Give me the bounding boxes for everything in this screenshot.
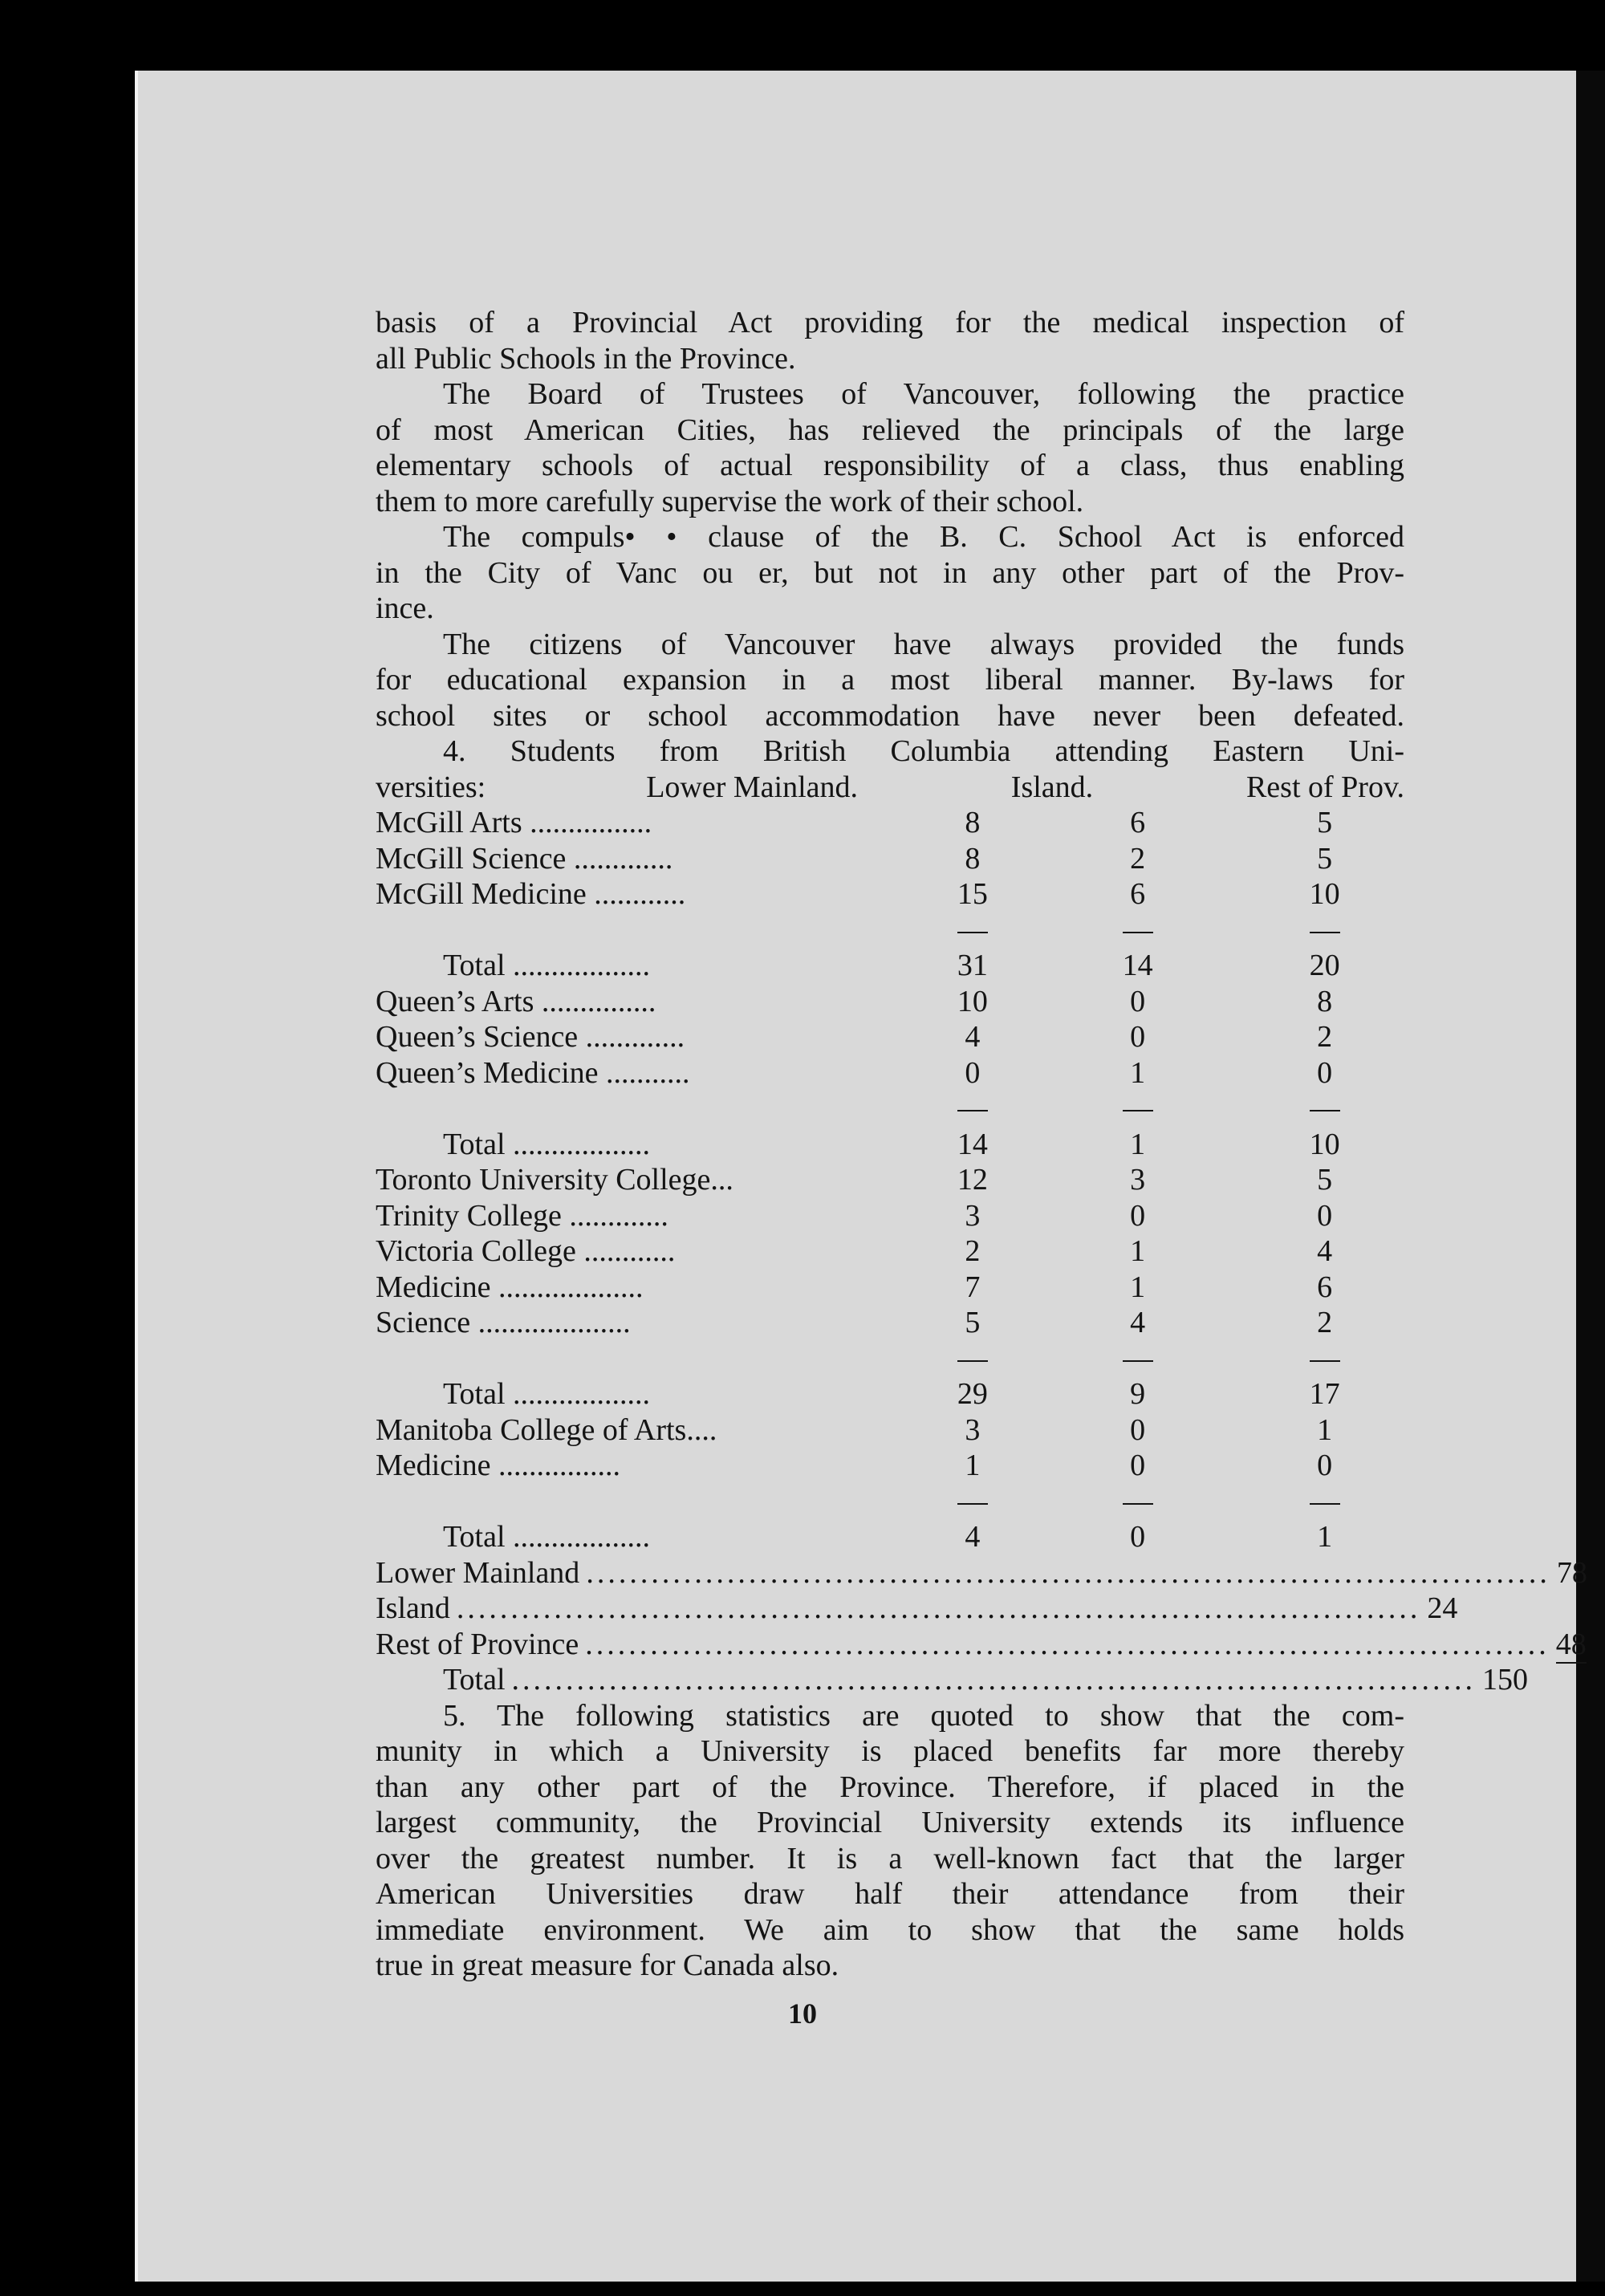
scan-border (1576, 71, 1605, 2282)
leader-dots: ......................................................................................... (456, 1591, 1421, 1625)
cell-lower-mainland: 12 (957, 1163, 988, 1197)
text-line: of most American Cities, has relieved the principals of the large (376, 412, 1404, 447)
total-row (376, 1127, 1404, 1163)
cell-island: 0 (1130, 1198, 1146, 1233)
row-label: McGill Arts ................ (376, 806, 652, 839)
table-intro: versities: (376, 770, 486, 804)
rule-dash (957, 1110, 988, 1111)
cell-lower-mainland: 8 (965, 841, 981, 876)
page-body (376, 305, 1587, 1984)
paragraph-4 (376, 627, 1404, 734)
cell-rest-of-province: 5 (1317, 841, 1333, 876)
cell-lower-mainland: 4 (965, 1020, 981, 1054)
text-line: The citizens of Vancouver have always provided the funds (443, 627, 1404, 661)
cell-lower-mainland: 15 (957, 877, 988, 911)
text-line: largest community, the Provincial University extends its influence (376, 1806, 1404, 1839)
cell-island: 1 (1130, 1127, 1146, 1161)
paragraph-2 (376, 376, 1404, 519)
text-line: all Public Schools in the Province. (376, 341, 796, 376)
total-label: Total .................. (443, 1377, 651, 1411)
summary-label: Island (376, 1591, 450, 1625)
table-row (376, 876, 1404, 912)
text-line: over the greatest number. It is a well-known fact that the larger (376, 1841, 1404, 1875)
table-row (376, 1162, 1404, 1198)
summary-value: 48 (1556, 1627, 1587, 1664)
table-row (376, 841, 1404, 877)
column-header-lower-mainland: Lower Mainland. (646, 770, 859, 804)
rule-dash (1123, 1503, 1153, 1505)
cell-rest-of-province: 4 (1317, 1234, 1333, 1268)
table-row (376, 1448, 1404, 1484)
cell-lower-mainland: 3 (965, 1198, 981, 1233)
rule-dash (957, 1360, 988, 1362)
paragraph-section-4 (376, 734, 1404, 770)
text-line: immediate environment. We aim to show that the same holds (376, 1912, 1404, 1947)
rule-dash (1310, 932, 1340, 933)
summary-value: 78 (1556, 1555, 1587, 1590)
text-line: in the City of Vanc ou er, but not in any other part of the Prov- (376, 555, 1404, 590)
summary-label: Rest of Province (376, 1627, 579, 1661)
text-line: elementary schools of actual responsibility of a class, thus enabling (376, 449, 1404, 482)
cell-rest-of-province: 2 (1317, 1020, 1333, 1054)
summary-total-value: 150 (1482, 1663, 1529, 1697)
cell-rest-of-province: 5 (1317, 806, 1333, 839)
summary-row (376, 1627, 1587, 1663)
cell-island: 4 (1130, 1306, 1146, 1339)
total-label: Total .................. (443, 1127, 651, 1161)
cell-rest-of-province: 5 (1317, 1163, 1333, 1197)
row-label: Manitoba College of Arts.... (376, 1412, 717, 1447)
cell-lower-mainland: 2 (965, 1234, 981, 1268)
paragraph-1 (376, 305, 1404, 376)
total-row (376, 1519, 1404, 1555)
summary-value: 24 (1427, 1591, 1458, 1625)
summary-block (376, 1555, 1587, 1698)
row-label: Trinity College ............. (376, 1198, 668, 1233)
row-label: Science .................... (376, 1306, 631, 1339)
table-column-headers (486, 770, 1404, 806)
cell-island: 0 (1130, 1520, 1146, 1554)
table-row (376, 1019, 1404, 1055)
text-line: than any other part of the Province. Therefore, if placed in the (376, 1770, 1404, 1804)
paragraph-section-5 (376, 1698, 1404, 1984)
column-header-rest-of-province: Rest of Prov. (1245, 770, 1404, 804)
total-row (376, 1376, 1404, 1412)
summary-row (376, 1591, 1458, 1627)
cell-island: 0 (1130, 1412, 1146, 1447)
text-line: basis of a Provincial Act providing for the medical inspection of (376, 306, 1404, 339)
page-number: 10 (788, 1997, 817, 2030)
cell-lower-mainland: 10 (957, 984, 988, 1018)
rule-dash (1123, 932, 1153, 933)
cell-island: 0 (1130, 1020, 1146, 1054)
row-label: Queen’s Arts ............... (376, 984, 656, 1018)
cell-lower-mainland: 0 (965, 1055, 981, 1090)
cell-island: 1 (1130, 1234, 1146, 1268)
row-label: McGill Medicine ............ (376, 877, 686, 911)
cell-island: 1 (1130, 1270, 1146, 1304)
row-label: Medicine ................... (376, 1270, 644, 1304)
table-row (376, 1233, 1404, 1270)
total-label: Total .................. (443, 1520, 651, 1554)
table-row (376, 1305, 1404, 1341)
total-label: Total .................. (443, 949, 651, 982)
rule-dash (1123, 1360, 1153, 1362)
column-header-island: Island. (1010, 770, 1094, 804)
total-row (376, 948, 1404, 984)
table-row (376, 1412, 1404, 1449)
summary-label: Lower Mainland (376, 1555, 580, 1590)
row-label: Queen’s Science ............. (376, 1020, 685, 1054)
cell-rest-of-province: 0 (1317, 1055, 1333, 1090)
cell-lower-mainland: 14 (957, 1127, 988, 1161)
cell-rest-of-province: 8 (1317, 984, 1333, 1018)
cell-island: 2 (1130, 841, 1146, 876)
rule-row (376, 1091, 1404, 1127)
cell-rest-of-province: 10 (1309, 877, 1340, 911)
text-line: The compuls• • clause of the B. C. School Act is enforced (443, 520, 1404, 554)
rule-dash (1310, 1110, 1340, 1111)
cell-lower-mainland: 8 (965, 806, 981, 839)
row-label: McGill Science ............. (376, 841, 673, 876)
cell-island: 6 (1130, 877, 1146, 911)
cell-lower-mainland: 29 (957, 1377, 988, 1411)
text-line: The Board of Trustees of Vancouver, following the practice (443, 377, 1404, 411)
rule-row (376, 1341, 1404, 1377)
cell-lower-mainland: 7 (965, 1270, 981, 1304)
text-line: school sites or school accommodation have never been defeated. (376, 698, 1404, 733)
leader-dots: ......................................................................................... (511, 1663, 1477, 1697)
university-attendance-table (376, 805, 1404, 1555)
text-line: true in great measure for Canada also. (376, 1949, 839, 1982)
text-line: 5. The following statistics are quoted to show that the com- (443, 1698, 1404, 1733)
cell-rest-of-province: 10 (1309, 1127, 1340, 1161)
table-row (376, 805, 1404, 841)
cell-island: 0 (1130, 1449, 1146, 1482)
cell-island: 3 (1130, 1163, 1146, 1197)
cell-rest-of-province: 17 (1309, 1377, 1340, 1411)
table-row (376, 1270, 1404, 1306)
cell-lower-mainland: 31 (957, 949, 988, 982)
cell-rest-of-province: 6 (1317, 1270, 1333, 1304)
text-line: American Universities draw half their attendance from their (376, 1877, 1404, 1911)
cell-island: 9 (1130, 1377, 1146, 1411)
table-row (376, 1198, 1404, 1234)
cell-rest-of-province: 0 (1317, 1449, 1333, 1482)
text-line: for educational expansion in a most liberal manner. By-laws for (376, 663, 1404, 697)
table-row (376, 984, 1404, 1020)
cell-island: 1 (1130, 1055, 1146, 1090)
rule-row (376, 1484, 1404, 1520)
leader-dots: ......................................................................................... (585, 1627, 1550, 1661)
row-label: Toronto University College... (376, 1163, 733, 1197)
cell-island: 14 (1122, 949, 1153, 982)
summary-row (376, 1555, 1587, 1591)
cell-rest-of-province: 0 (1317, 1198, 1333, 1233)
summary-total-label: Total (443, 1663, 506, 1697)
cell-rest-of-province: 20 (1309, 949, 1340, 982)
cell-island: 0 (1130, 984, 1146, 1018)
rule-dash (957, 1503, 988, 1505)
rule-dash (957, 932, 988, 933)
text-line: them to more carefully supervise the work of their school. (376, 484, 1084, 518)
cell-island: 6 (1130, 806, 1146, 839)
cell-rest-of-province: 1 (1317, 1520, 1333, 1554)
text-line: 4. Students from British Columbia attending Eastern Uni- (443, 734, 1404, 768)
table-header-row (376, 770, 1404, 806)
rule-dash (1123, 1110, 1153, 1111)
text-line: munity in which a University is placed benefits far more thereby (376, 1734, 1404, 1768)
rule-dash (1310, 1503, 1340, 1505)
text-line: ince. (376, 591, 434, 625)
cell-rest-of-province: 1 (1317, 1412, 1333, 1447)
table-row (376, 1055, 1404, 1091)
cell-rest-of-province: 2 (1317, 1306, 1333, 1339)
paragraph-3 (376, 519, 1404, 627)
leader-dots: ......................................................................................... (586, 1555, 1550, 1590)
summary-total-row (376, 1662, 1529, 1698)
rule-row (376, 912, 1404, 949)
rule-dash (1310, 1360, 1340, 1362)
cell-lower-mainland: 4 (965, 1520, 981, 1554)
row-label: Queen’s Medicine ........... (376, 1055, 690, 1090)
row-label: Victoria College ............ (376, 1234, 676, 1268)
cell-lower-mainland: 5 (965, 1306, 981, 1339)
cell-lower-mainland: 3 (965, 1412, 981, 1447)
row-label: Medicine ................ (376, 1449, 621, 1482)
cell-lower-mainland: 1 (965, 1449, 981, 1482)
